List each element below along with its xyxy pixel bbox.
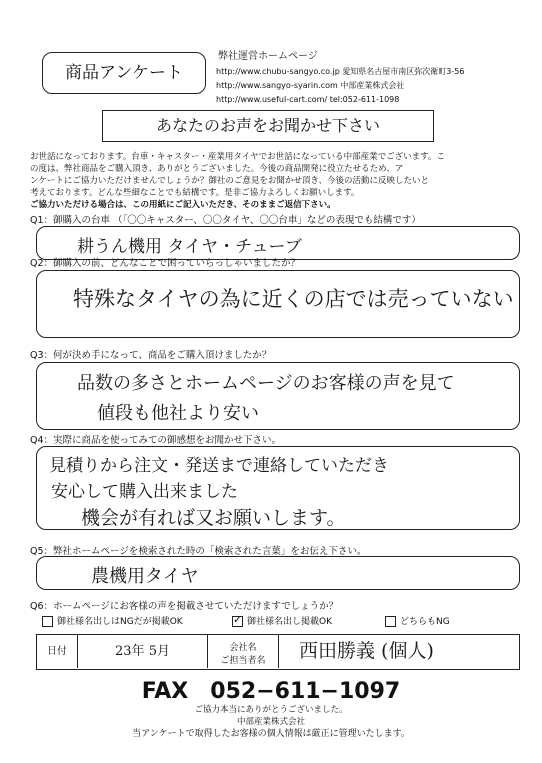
privacy-note: 当アンケートで取得したお客様の個人情報は厳正に管理いたします。 bbox=[132, 729, 410, 739]
company-name: 中部産業株式会社 bbox=[236, 717, 305, 727]
q5-label: Q5：弊社ホームページを検索された時の「検索された言葉」をお伝え下さい。 bbox=[30, 546, 367, 557]
name-label-2: ご担当者名 bbox=[220, 656, 266, 666]
fax-number: FAX 052−611−1097 bbox=[141, 679, 401, 704]
q6-option-2[interactable] bbox=[232, 614, 332, 627]
q6-option-1-label: 御社様名出しはNGだが掲載OK bbox=[57, 617, 183, 627]
date-label: 日付 bbox=[47, 646, 67, 657]
date-value-cell[interactable] bbox=[78, 635, 208, 668]
q1-label: Q1：御購入の台車 （「〇〇キャスター、〇〇タイヤ、〇〇台車」などの表現でも結構です） bbox=[30, 215, 421, 226]
name-value-cell[interactable] bbox=[279, 635, 519, 668]
name-label-1: 会社名 bbox=[229, 643, 257, 653]
q5-answer: 農機用タイヤ bbox=[91, 566, 199, 587]
q4-answer-line-3: 機会が有れば又お願いします。 bbox=[81, 507, 346, 529]
site-heading: 弊社運営ホームページ bbox=[218, 51, 318, 62]
q4-answer-box[interactable] bbox=[36, 446, 520, 530]
thanks-text: ご協力本当にありがとうございました。 bbox=[194, 705, 348, 715]
header-line-2: http://www.sangyo-syarin.com 中部産業株式会社 bbox=[216, 81, 405, 90]
q2-answer: 特殊なタイヤの為に近くの店では売っていない bbox=[73, 287, 514, 311]
banner-text: あなたのお声をお聞かせ下さい bbox=[155, 116, 380, 135]
banner-box bbox=[102, 110, 434, 142]
header-line-1: http://www.chubu-sangyo.co.jp 愛知県名古屋市南区弥次衛町3-56 bbox=[216, 67, 465, 76]
intro-line-1: お世話になっております。台車・キャスター・産業用タイヤでお世話になっている中部産業でございます。こ bbox=[30, 152, 445, 162]
intro-line-5: ご協力いただける場合は、この用紙にご記入いただき、そのままご返信下さい。 bbox=[30, 200, 336, 210]
date-label-cell bbox=[37, 635, 78, 668]
q6-option-2-label: 御社様名出し掲載OK bbox=[247, 617, 332, 627]
q1-answer: 耕うん機用 タイヤ・チューブ bbox=[77, 237, 302, 257]
intro-line-2: の度は、弊社商品をご購入頂き、ありがとうございました。今後の商品開発に役立たせるため、ア bbox=[30, 164, 404, 174]
q6-option-1-checkbox[interactable] bbox=[42, 616, 53, 627]
intro-line-3: ンケートにご協力いただけませんでしょうか？御社のご意見をお聞かせ頂き、今後の活動に反映したいと bbox=[30, 176, 429, 186]
name-value: 西田勝義 (個人) bbox=[299, 640, 434, 662]
q5-answer-box[interactable] bbox=[36, 556, 520, 590]
intro-line-4: 考えております。どんな些細なことでも結構です。是非ご協力よろしくお願いします。 bbox=[30, 188, 360, 198]
signature-row bbox=[36, 634, 520, 670]
form-title-box bbox=[42, 52, 206, 94]
name-label-cell bbox=[208, 635, 279, 668]
q4-answer-line-1: 見積りから注文・発送まで連絡していただき bbox=[49, 456, 389, 476]
header-line-3: http://www.useful-cart.com/ tel:052-611-1098 bbox=[216, 95, 400, 104]
q2-label: Q2：御購入の前、どんなことで困っていらっしゃいましたか？ bbox=[30, 258, 301, 269]
date-value: 23年 5月 bbox=[115, 644, 170, 659]
q3-answer-line-1: 品数の多さとホームページのお客様の声を見て bbox=[77, 373, 455, 394]
q4-label: Q4：実際に商品を使ってみての御感想をお聞かせ下さい。 bbox=[30, 435, 282, 446]
q3-answer-line-2: 値段も他社より安い bbox=[97, 403, 259, 424]
q6-label: Q6：ホームページにお客様の声を掲載させていただけますでしょうか？ bbox=[30, 601, 339, 612]
q4-answer-line-2: 安心して購入出来ました bbox=[51, 482, 238, 502]
q6-option-3-checkbox[interactable] bbox=[385, 616, 396, 627]
q6-option-3-label: どちらもNG bbox=[400, 617, 450, 627]
q6-option-2-checkbox[interactable] bbox=[232, 616, 243, 627]
q2-answer-box[interactable] bbox=[36, 270, 520, 338]
q3-answer-box[interactable] bbox=[36, 362, 520, 430]
q6-option-3[interactable] bbox=[385, 614, 450, 627]
q3-label: Q3：何が決め手になって、商品をご購入頂けましたか？ bbox=[30, 350, 272, 361]
q6-option-1[interactable] bbox=[42, 614, 183, 627]
form-title: 商品アンケート bbox=[65, 63, 183, 83]
